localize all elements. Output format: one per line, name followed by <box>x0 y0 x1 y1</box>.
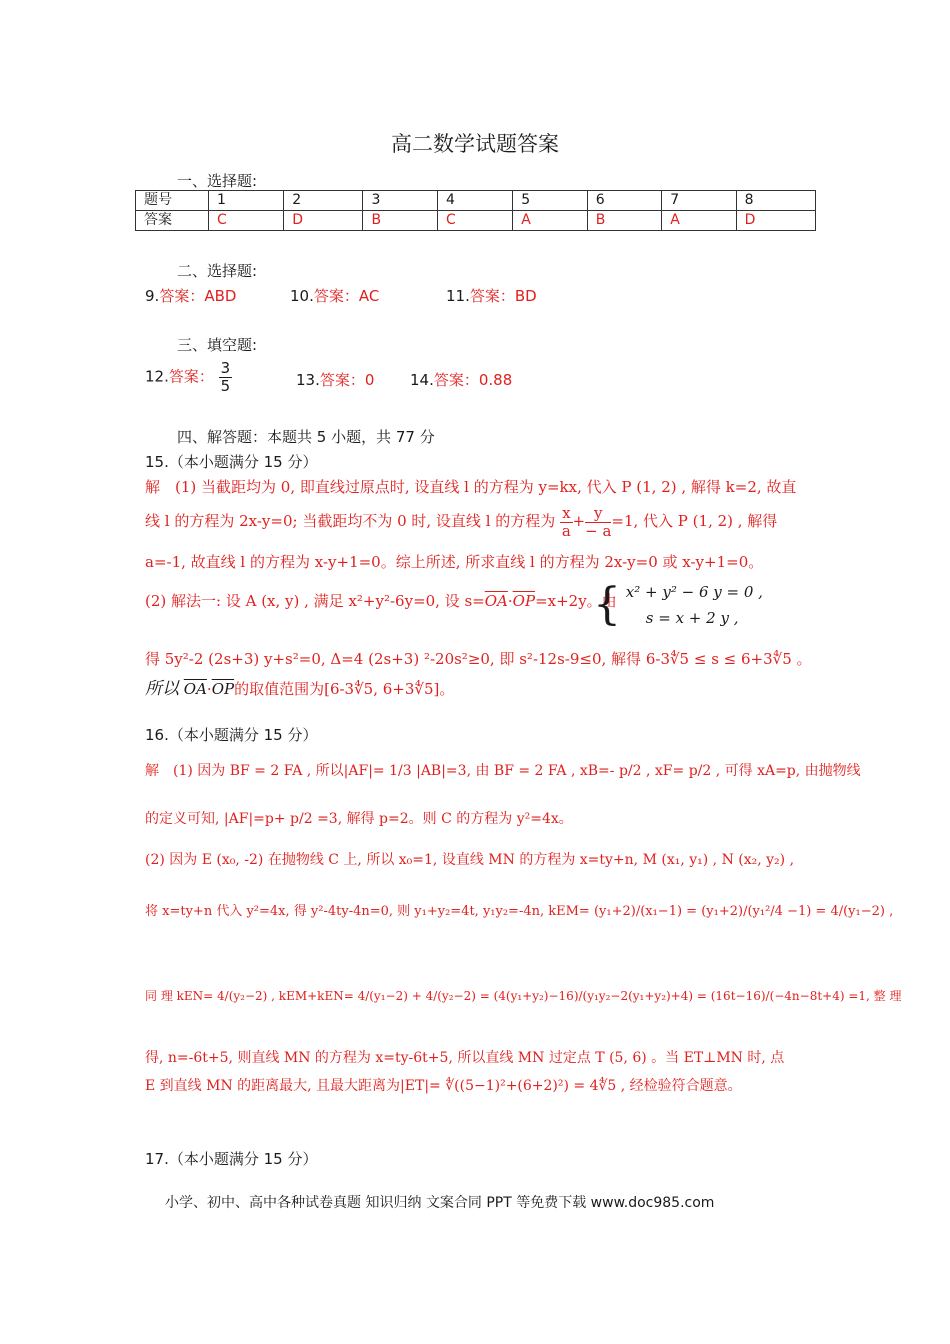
question-15-heading: 15.（本小题满分 15 分） <box>145 453 318 471</box>
table-cell-answer: C <box>438 211 513 231</box>
vector-oa: $\overline{OA}$ <box>484 592 508 610</box>
answer-12 <box>145 360 232 394</box>
answer-table <box>135 190 816 231</box>
table-row-answers <box>136 211 816 231</box>
equation-1: x² + y² − 6 y = 0 , <box>625 583 763 601</box>
q16-line-4: 将 x=ty+n 代入 y²=4x, 得 y²-4ty-4n=0, 则 y₁+y₂=4t, y₁y₂=-4n, kEM= (y₁+2)/(x₁−1) = (y₁+2)/(y₁²/4 −1) = 4/(y₁−2) , <box>145 904 894 919</box>
page-footer: 小学、初中、高中各种试卷真题 知识归纳 文案合同 PPT 等免费下载 www.doc985.com <box>165 1195 715 1211</box>
answer-number: 13. <box>296 371 320 389</box>
section-2-heading: 二、选择题: <box>177 262 258 280</box>
q16-line-2: 的定义可知, |AF|=p+ p/2 =3, 解得 p=2。则 C 的方程为 y²=4x。 <box>145 811 573 827</box>
table-cell: 6 <box>587 191 662 211</box>
fraction-three-fifths <box>219 360 233 394</box>
answer-number: 11. <box>446 287 470 305</box>
table-cell: 5 <box>513 191 587 211</box>
left-brace-icon: { <box>593 579 621 630</box>
q16-line-3: (2) 因为 E (x₀, -2) 在抛物线 C 上, 所以 x₀=1, 设直线 MN 的方程为 x=ty+n, M (x₁, y₁) , N (x₂, y₂) , <box>145 852 795 868</box>
q15-system <box>593 579 763 631</box>
answer-text: 答案：ABD <box>159 287 237 305</box>
table-cell: 8 <box>736 191 815 211</box>
question-16-heading: 16.（本小题满分 15 分） <box>145 726 318 744</box>
question-17-heading: 17.（本小题满分 15 分） <box>145 1150 318 1168</box>
table-cell-answer: C <box>209 211 284 231</box>
table-header-label: 题号 <box>136 191 209 211</box>
table-cell: 4 <box>438 191 513 211</box>
vector-op: $\overline{OP}$ <box>512 592 536 610</box>
fraction-numerator: 3 <box>220 359 231 377</box>
q15-line-4a: (2) 解法一: 设 A (x, y) , 满足 x²+y²-6y=0, 设 s= <box>145 592 485 610</box>
table-row-numbers <box>136 191 816 211</box>
table-answer-label: 答案 <box>136 211 209 231</box>
answer-text: 答案：0.88 <box>433 371 513 389</box>
answer-text: 答案：BD <box>469 287 537 305</box>
table-cell-answer: D <box>284 211 363 231</box>
section-4-heading: 四、解答题：本题共 5 小题，共 77 分 <box>177 428 435 446</box>
q15-line-2a: 线 l 的方程为 2x-y=0; 当截距均不为 0 时, 设直线 l 的方程为 <box>145 512 556 530</box>
answer-10 <box>290 285 379 306</box>
q16-line-5: 同 理 kEN= 4/(y₂−2) , kEM+kEN= 4/(y₁−2) + 4/(y₂−2) = (4(y₁+y₂)−16)/(y₁y₂−2(y₁+y₂)+4) = (16t−16)/(−4n−8t+4) =1, 整 理 <box>145 989 902 1003</box>
fraction-numerator: x <box>562 504 571 522</box>
equation-2: s = x + 2 y , <box>645 609 739 627</box>
q15-line-6a: 所以 <box>145 679 179 699</box>
table-cell-answer: B <box>587 211 662 231</box>
table-cell-answer: A <box>662 211 736 231</box>
answer-14 <box>410 369 512 390</box>
q15-line-4: (2) 解法一: 设 A (x, y) , 满足 x²+y²-6y=0, 设 $s=\overline{OA}\cdot\overline{OP}=x+2y$。由 <box>145 592 617 610</box>
answer-number: 14. <box>410 371 434 389</box>
answer-number: 12. <box>145 367 169 386</box>
vector-oa: $\overline{OA}$ <box>183 680 207 698</box>
table-cell: 1 <box>209 191 284 211</box>
q15-line-2: 线 l 的方程为 2x-y=0; 当截距均不为 0 时, 设直线 l 的方程为 $\frac{x}{a}$ + $\frac{y}{- a}$ =1, 代入 P (1, 2) , 解得 <box>145 504 778 540</box>
equation-system <box>626 579 763 631</box>
answer-text: 答案： <box>168 367 214 386</box>
answer-number: 9. <box>145 287 160 305</box>
table-cell: 3 <box>363 191 438 211</box>
fraction-denominator: 5 <box>220 376 231 395</box>
q16-line-7: E 到直线 MN 的距离最大, 且最大距离为|ET|= ∜((5−1)²+(6+2)²) = 4∜5 , 经检验符合题意。 <box>145 1078 742 1094</box>
fraction-denominator: − a <box>585 521 612 540</box>
q15-line-6b: 的取值范围为[6-3∜5, 6+3∜5]。 <box>234 680 455 698</box>
q15-line-4b: =x+2y。由 <box>535 592 617 610</box>
table-cell-answer: A <box>513 211 587 231</box>
fraction-y-over-neg-a <box>585 505 611 539</box>
q15-line-1: 解 (1) 当截距均为 0, 即直线过原点时, 设直线 l 的方程为 y=kx, 代入 P (1, 2) , 解得 k=2, 故直 <box>145 478 797 496</box>
q16-line-6: 得, n=-6t+5, 则直线 MN 的方程为 x=ty-6t+5, 所以直线 MN 过定点 T (5, 6) 。当 ET⊥MN 时, 点 <box>145 1050 785 1066</box>
section-3-heading: 三、填空题: <box>177 336 258 354</box>
table-cell: 7 <box>662 191 736 211</box>
answer-13 <box>296 369 374 390</box>
table-cell: 2 <box>284 191 363 211</box>
page-title: 高二数学试题答案 <box>391 132 559 156</box>
fraction-x-over-a <box>560 505 572 539</box>
table-cell-answer: D <box>736 211 815 231</box>
answer-text: 答案：0 <box>319 371 375 389</box>
q15-line-5: 得 5y²-2 (2s+3) y+s²=0, Δ=4 (2s+3) ²-20s²≥0, 即 s²-12s-9≤0, 解得 6-3∜5 ≤ s ≤ 6+3∜5 。 <box>145 650 812 668</box>
q15-line-2b: =1, 代入 P (1, 2) , 解得 <box>611 512 778 530</box>
fraction-numerator: y <box>585 505 611 523</box>
answer-9 <box>145 285 236 306</box>
q16-line-1: 解 (1) 因为 BF = 2 FA , 所以|AF|= 1/3 |AB|=3, 由 BF = 2 FA , xB=- p/2 , xF= p/2 , 可得 xA=p, 由抛物线 <box>145 763 861 779</box>
answer-11 <box>446 285 537 306</box>
q15-line-3: a=-1, 故直线 l 的方程为 x-y+1=0。综上所述, 所求直线 l 的方程为 2x-y=0 或 x-y+1=0。 <box>145 553 764 571</box>
q15-line-6: 所以 $\overline{OA}\cdot\overline{OP}$的取值范围为[6-3∜5, 6+3∜5]。 <box>145 679 455 699</box>
answer-number: 10. <box>290 287 314 305</box>
section-1-heading: 一、选择题: <box>177 172 258 190</box>
table-cell-answer: B <box>363 211 438 231</box>
fraction-denominator: a <box>561 521 571 540</box>
vector-op: $\overline{OP}$ <box>211 680 235 698</box>
answer-text: 答案：AC <box>313 287 380 305</box>
